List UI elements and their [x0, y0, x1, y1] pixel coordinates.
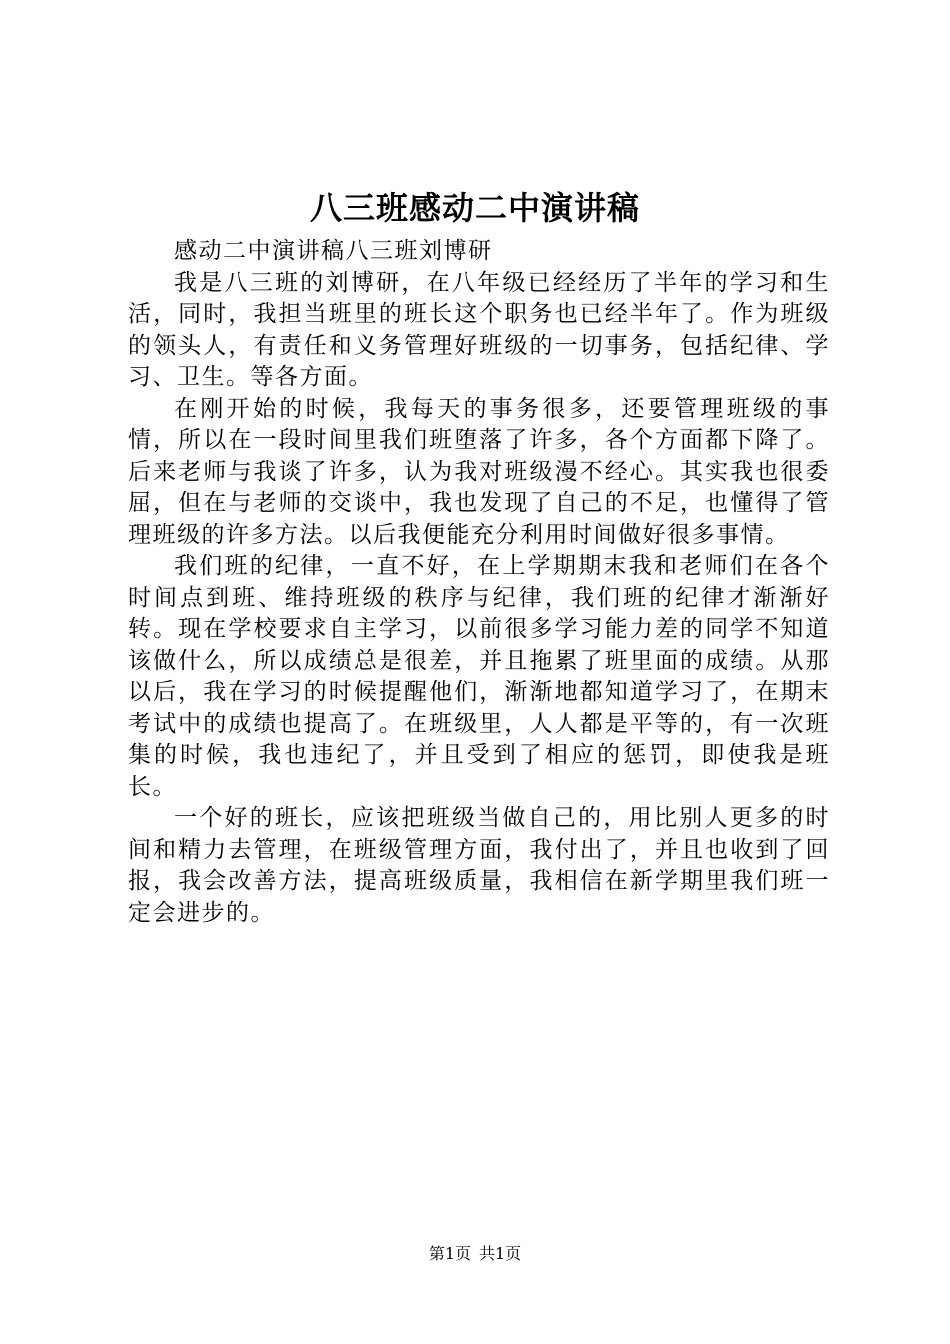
page-footer: [0, 1243, 950, 1265]
paragraph: 在刚开始的时候，我每天的事务很多，还要管理班级的事情，所以在一段时间里我们班堕落了许多，各个方面都下降了。后来老师与我谈了许多，认为我对班级漫不经心。其实我也很委屈，但在与老师的交谈中，我也发现了自己的不足，也懂得了管理班级的许多方法。以后我便能充分利用时间做好很多事情。: [128, 395, 830, 548]
paragraph: 我们班的纪律，一直不好，在上学期期末我和老师们在各个时间点到班、维持班级的秩序与纪律，我们班的纪律才渐渐好转。现在学校要求自主学习，以前很多学习能力差的同学不知道该做什么，所以成绩总是很差，并且拖累了班里面的成绩。从那以后，我在学习的时候提醒他们，渐渐地都知道学习了，在期末考试中的成绩也提高了。在班级里，人人都是平等的，有一次班集的时候，我也违纪了，并且受到了相应的惩罚，即使我是班长。: [128, 553, 830, 800]
document-body: [128, 236, 830, 929]
paragraph: 我是八三班的刘博研，在八年级已经经历了半年的学习和生活，同时，我担当班里的班长这个职务也已经半年了。作为班级的领头人，有责任和义务管理好班级的一切事务，包括纪律、学习、卫生。等各方面。: [128, 269, 830, 390]
document-title: 八三班感动二中演讲稿: [309, 189, 640, 227]
page-total: 共1页: [479, 1244, 522, 1263]
paragraph-subtitle: 感动二中演讲稿八三班刘博研: [174, 238, 493, 264]
paragraph: 一个好的班长，应该把班级当做自己的，用比别人更多的时间和精力去管理，在班级管理方面，我付出了，并且也收到了回报，我会改善方法，提高班级质量，我相信在新学期里我们班一定会进步的。: [128, 805, 830, 926]
page-number: 第1页: [428, 1244, 471, 1263]
